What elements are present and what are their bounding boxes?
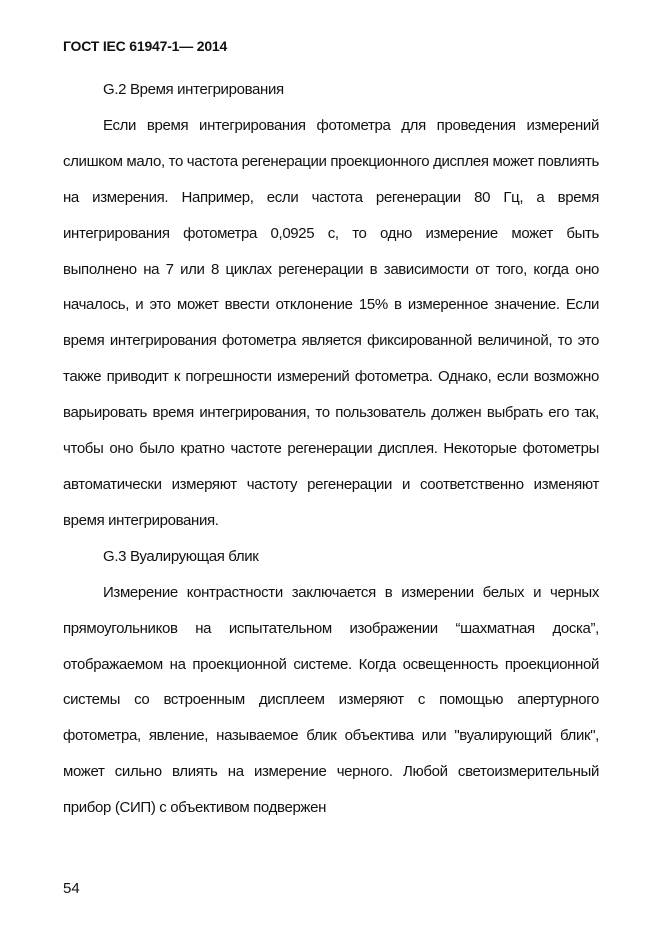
document-body	[63, 72, 599, 826]
page-number: 54	[63, 880, 80, 897]
section-heading-g2: G.2 Время интегрирования	[103, 81, 284, 98]
paragraph-veiling-glare: Измерение контрастности заключается в измерении белых и черных прямоугольников на испытательном изображении “шахматная доска”, отображаемом на проекционной системе. Когда освещенность проекционной системы со встроенным дисплеем измеряют с помощью апертурного фотометра, явление, называемое блик объектива или "вуалирующий блик", может сильно влиять на измерение черного. Любой светоизмерительный прибор (СИП) с объективом подвержен	[63, 583, 599, 817]
document-header: ГОСТ IEC 61947-1— 2014	[63, 38, 228, 54]
section-heading-g3: G.3 Вуалирующая блик	[103, 547, 259, 565]
paragraph-integration-time: Если время интегрирования фотометра для проведения измерений слишком мало, то частота регенерации проекционного дисплея может повлиять на измерения. Например, если частота регенерации 80 Гц, а время интегрирования фотометра 0,0925 с, то одно измерение может быть выполнено на 7 или 8 циклах регенерации в зависимости от того, когда оно началось, и это может ввести отклонение 15% в измеренное значение. Если время интегрирования фотометра является фиксированной величиной, то это также приводит к погрешности измерений фотометра. Однако, если возможно варьировать время интегрирования, то пользователь должен выбрать его так, чтобы оно было кратно частоте регенерации дисплея. Некоторые фотометры автоматически измеряют частоту регенерации и соответственно изменяют время интегрирования.	[63, 116, 599, 529]
